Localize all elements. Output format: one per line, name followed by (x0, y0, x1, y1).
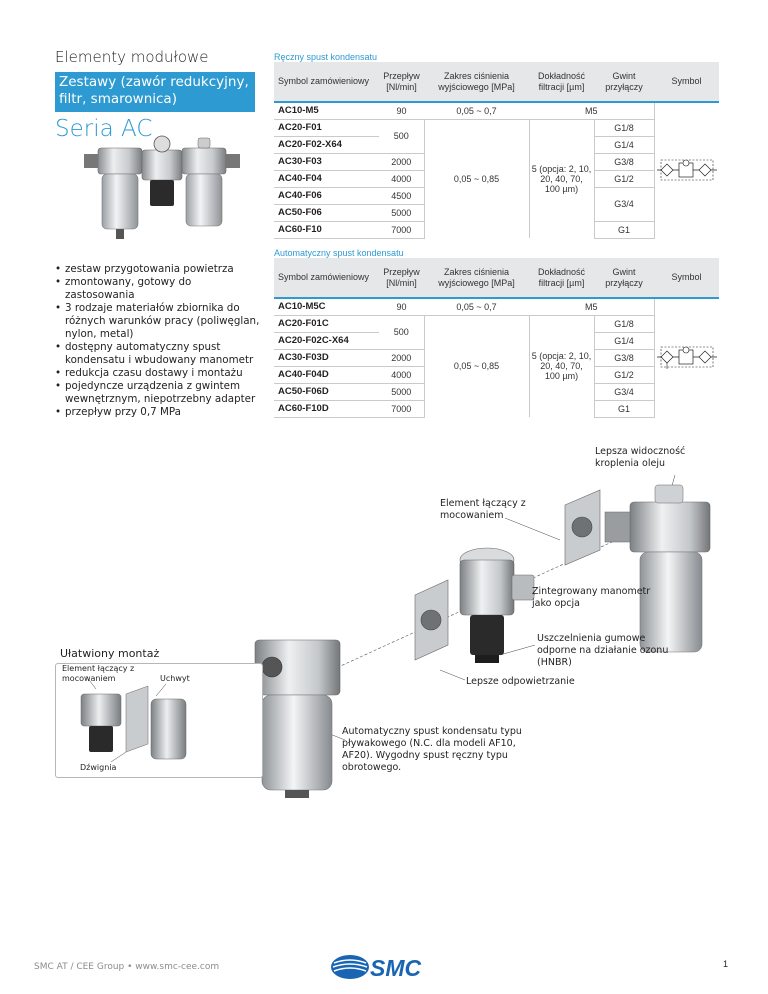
cell-code: AC20-F02C-X64 (274, 332, 379, 349)
smc-logo (330, 953, 436, 981)
cell-thread: G1/4 (594, 136, 654, 153)
cell-thread: G1/8 (594, 119, 654, 136)
smc-logo-icon (330, 953, 436, 981)
cell-code: AC20-F02-X64 (274, 136, 379, 153)
feature-item: • 3 rodzaje materiałów zbiornika do różnych warunków pracy (poliwęglan, nylon, metal) (55, 302, 260, 341)
feature-item: • pojedyncze urządzenia z gwintem wewnętrznym, niepotrzebny adapter (55, 380, 260, 406)
callout-element-mount: Element łączący z mocowaniem (440, 498, 526, 521)
cell-flow: 5000 (379, 383, 424, 400)
cell-code: AC10-M5 (274, 102, 379, 119)
cell-code: AC20-F01 (274, 119, 379, 136)
auto-drain-table (274, 258, 719, 418)
col-header-filtration: Dokładność filtracji [µm] (529, 62, 594, 102)
cell-code: AC20-F01C (274, 315, 379, 332)
callout-gauge: Zintegrowany manometr jako opcja (532, 586, 651, 609)
cell-code: AC60-F10 (274, 221, 379, 238)
cell-thread: G3/4 (594, 187, 654, 221)
inset-label-bracket: Uchwyt (160, 674, 190, 683)
cell-code: AC30-F03 (274, 153, 379, 170)
col-header-thread: Gwint przyłączy (594, 62, 654, 102)
cell-code: AC10-M5C (274, 298, 379, 315)
inset-title: Ułatwiony montaż (60, 647, 160, 660)
feature-list (55, 263, 260, 419)
table-header-row (274, 62, 719, 102)
manual-drain-table (274, 62, 719, 239)
feature-item: • dostępny automatyczny spust kondensatu i wbudowany manometr (55, 341, 260, 367)
cell-thread: G1/2 (594, 366, 654, 383)
callout-auto-drain: Automatyczny spust kondensatu typu pływakowego (N.C. dla modeli AF10, AF20). Wygodny spust ręczny typu obrotowego. (342, 726, 522, 773)
cell-code: AC30-F03D (274, 349, 379, 366)
cell-filtration: 5 (opcja: 2, 10, 20, 40, 70, 100 µm) (529, 119, 594, 238)
cell-filtration: 5 (opcja: 2, 10, 20, 40, 70, 100 µm) (529, 315, 594, 417)
col-header-symbol: Symbol (654, 62, 719, 102)
cell-flow: 7000 (379, 221, 424, 238)
cell-thread: G1/4 (594, 332, 654, 349)
product-photo-combination (58, 130, 256, 245)
cell-thread: G3/4 (594, 383, 654, 400)
col-header-flow: Przepływ [Nl/min] (379, 258, 424, 298)
cell-flow: 500 (379, 119, 424, 153)
cell-thread: G3/8 (594, 153, 654, 170)
cell-flow: 4000 (379, 366, 424, 383)
table-row (274, 102, 719, 119)
cell-symbol (654, 298, 719, 417)
left-header (55, 48, 255, 142)
cell-thread: G1 (594, 221, 654, 238)
cell-flow: 7000 (379, 400, 424, 417)
page-subtitle: Zestawy (zawór redukcyjny, filtr, smarownica) (55, 72, 255, 112)
page-title: Elementy modułowe (55, 48, 209, 66)
cell-thread: G1 (594, 400, 654, 417)
col-header-thread: Gwint przyłączy (594, 258, 654, 298)
cell-thread: G3/8 (594, 349, 654, 366)
col-header-symbol: Symbol (654, 258, 719, 298)
feature-item: • zestaw przygotowania powietrza (55, 263, 260, 276)
callout-seals: Uszczelnienia gumowe odporne na działanie ozonu (HNBR) (537, 633, 669, 668)
cell-pressure: 0,05 ~ 0,85 (424, 315, 529, 417)
cell-pressure: 0,05 ~ 0,7 (424, 298, 529, 315)
inset-label-element: Element łączący z mocowaniem (62, 664, 135, 683)
cell-flow: 500 (379, 315, 424, 349)
cell-thread: G1/8 (594, 315, 654, 332)
table-row (274, 315, 719, 332)
cell-code: AC40-F06 (274, 187, 379, 204)
table-header-row (274, 258, 719, 298)
cell-flow: 2000 (379, 153, 424, 170)
frl-auto-drain-symbol-icon (657, 337, 717, 377)
callout-oil-visibility: Lepsza widoczność kroplenia oleju (595, 446, 686, 469)
cell-flow: 90 (379, 298, 424, 315)
manual-drain-label: Ręczny spust kondensatu (274, 52, 378, 62)
cell-flow: 2000 (379, 349, 424, 366)
cell-symbol (654, 102, 719, 238)
col-header-code: Symbol zamówieniowy (274, 258, 379, 298)
cell-code: AC40-F04D (274, 366, 379, 383)
col-header-filtration: Dokładność filtracji [µm] (529, 258, 594, 298)
cell-flow: 5000 (379, 204, 424, 221)
cell-flow: 4500 (379, 187, 424, 204)
cell-code: AC50-F06 (274, 204, 379, 221)
feature-item: • przepływ przy 0,7 MPa (55, 406, 260, 419)
auto-drain-label: Automatyczny spust kondensatu (274, 248, 404, 258)
frl-symbol-icon (657, 150, 717, 190)
cell-code: AC60-F10D (274, 400, 379, 417)
cell-pressure: 0,05 ~ 0,7 (424, 102, 529, 119)
table-row (274, 119, 719, 136)
col-header-flow: Przepływ [Nl/min] (379, 62, 424, 102)
cell-pressure: 0,05 ~ 0,85 (424, 119, 529, 238)
cell-thread: G1/2 (594, 170, 654, 187)
cell-flow: 4000 (379, 170, 424, 187)
feature-item: • redukcja czasu dostawy i montażu (55, 367, 260, 380)
page-number: 1 (723, 959, 729, 969)
feature-item: • zmontowany, gotowy do zastosowania (55, 276, 260, 302)
callout-venting: Lepsze odpowietrzanie (466, 676, 575, 687)
col-header-pressure: Zakres ciśnienia wyjściowego [MPa] (424, 62, 529, 102)
col-header-code: Symbol zamówieniowy (274, 62, 379, 102)
cell-flow: 90 (379, 102, 424, 119)
inset-label-lever: Dźwignia (80, 763, 117, 772)
logo-text: SMC (370, 955, 422, 981)
cell-code: AC50-F06D (274, 383, 379, 400)
footer-company: SMC AT / CEE Group • www.smc-cee.com (34, 962, 220, 972)
col-header-pressure: Zakres ciśnienia wyjściowego [MPa] (424, 258, 529, 298)
cell-code: AC40-F04 (274, 170, 379, 187)
series-title: Seria AC (55, 116, 153, 142)
cell-thread: M5 (529, 298, 654, 315)
table-row (274, 298, 719, 315)
cell-thread: M5 (529, 102, 654, 119)
